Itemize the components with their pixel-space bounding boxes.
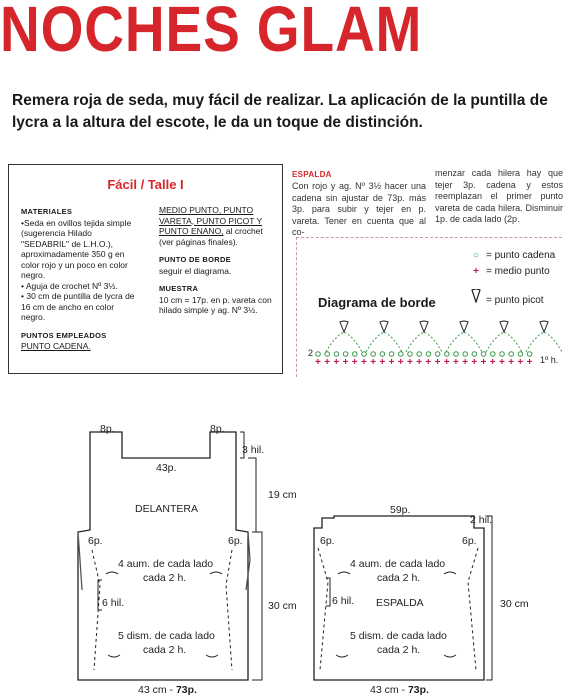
single-crochet-stitch: + [499, 357, 505, 368]
stitches-value: PUNTO CADENA. [21, 341, 91, 351]
single-crochet-stitch: + [333, 357, 340, 368]
chain-stitch [481, 352, 486, 357]
row-1-label: 1º h. [540, 355, 559, 365]
legend-picot: = punto picot [470, 289, 544, 306]
single-crochet-stitch: + [480, 357, 487, 368]
stitches-heading: PUNTOS EMPLEADOS [21, 330, 107, 340]
chain-stitch [316, 352, 321, 357]
espalda-base: 43 cm - 73p. [370, 684, 429, 696]
materials-item: •Seda en ovillos tejida simple (sugerencia Hilado "SEDABRIL" de L.H.O.), aproximadamente 350 g en color rojo y un poco en color negro. [21, 217, 132, 280]
chain-arc [406, 332, 442, 352]
materials-item: • Aguja de crochet Nº 3½. [21, 280, 118, 291]
chain-stitch [334, 352, 339, 357]
chain-arc [446, 332, 482, 352]
espalda-increase-freq: cada 2 h. [377, 572, 421, 584]
legend-single: + = medio punto [470, 266, 550, 277]
chain-stitch [371, 352, 376, 357]
single-crochet-stitch: + [370, 357, 377, 368]
row-2-label: 2 [308, 348, 314, 358]
single-crochet-stitch: + [379, 357, 386, 368]
delantera-base: 43 cm - 73p. [138, 684, 197, 696]
delantera-30cm: 30 cm [268, 600, 297, 612]
diagram-title: Diagrama de borde [318, 295, 436, 310]
chain-stitch [408, 352, 413, 357]
espalda-text-col1: Con rojo y ag. Nº 3½ hacer una cadena sin ajustar de 73p. más 3p. para subir y tejer en p. vareta. Tener en cuenta que al co- [292, 181, 426, 237]
delantera-3hil: 3 hil. [242, 444, 265, 456]
single-crochet-stitch: + [351, 357, 358, 368]
single-crochet-stitch: + [397, 357, 404, 368]
chain-stitch [362, 352, 367, 357]
picot-stitch [420, 321, 428, 332]
stitches-list: MEDIO PUNTO, PUNTO VARETA, PUNTO PICOT Y PUNTO ENANO, [159, 205, 263, 236]
espalda-heading: ESPALDA [292, 170, 332, 179]
chain-arc [366, 332, 402, 352]
delantera-shoulder-left: 8p. [100, 423, 115, 435]
single-crochet-stitch: + [443, 357, 450, 368]
chain-arc [486, 332, 522, 352]
chain-stitch [380, 352, 385, 357]
materials-item: • 30 cm de puntilla de lycra de 16 cm de ancho en color negro. [21, 291, 135, 322]
single-crochet-stitch: + [471, 357, 478, 368]
chain-arc [526, 332, 562, 352]
chain-stitch [325, 352, 330, 357]
border-stitch-value: seguir el diagrama. [159, 265, 232, 276]
pattern-schematic [0, 410, 566, 700]
single-crochet-stitch: + [315, 357, 321, 368]
single-crochet-stitch: + [462, 357, 469, 368]
espalda-top-width: 59p. [390, 504, 411, 516]
chain-stitch [343, 352, 348, 357]
espalda-decrease: 5 dism. de cada lado [350, 630, 447, 642]
delantera-neck: 43p. [156, 462, 177, 474]
page-title: NOCHES GLAM [0, 0, 423, 65]
espalda-title: ESPALDA [376, 597, 424, 609]
chain-stitch [518, 352, 523, 357]
picot-stitch [500, 321, 508, 332]
delantera-6p-right: 6p. [228, 535, 243, 547]
picot-stitch [540, 321, 548, 332]
single-crochet-stitch: + [425, 357, 432, 368]
chain-stitch [353, 352, 358, 357]
stitches-list-note: al crochet (ver páginas finales). [159, 226, 263, 247]
chain-stitch [389, 352, 394, 357]
materials-column [21, 207, 139, 352]
delantera-6hil: 6 hil. [102, 597, 125, 609]
chain-stitch [500, 352, 505, 357]
delantera-title: DELANTERA [135, 503, 199, 515]
gauge-heading: MUESTRA [159, 284, 199, 293]
single-crochet-stitch: + [517, 357, 524, 368]
legend-chain: ○ = punto cadena [470, 250, 555, 261]
single-crochet-stitch: + [342, 357, 349, 368]
single-crochet-stitch: + [526, 357, 533, 368]
chain-stitch [527, 352, 532, 357]
single-crochet-stitch: + [324, 357, 331, 368]
delantera-19cm: 19 cm [268, 489, 297, 501]
single-crochet-stitch: + [388, 357, 395, 368]
chain-stitch-icon: ○ [472, 250, 480, 261]
espalda-30cm: 30 cm [500, 598, 529, 610]
chain-stitch [463, 352, 468, 357]
espalda-2hil: 2 hil. [470, 514, 493, 526]
single-crochet-stitch: + [407, 357, 413, 368]
border-stitch-diagram [296, 318, 566, 370]
stitches-column [159, 205, 277, 316]
espalda-decrease-freq: cada 2 h. [377, 644, 421, 656]
picot-stitch [340, 321, 348, 332]
delantera-increase-freq: cada 2 h. [143, 572, 187, 584]
single-crochet-stitch: + [508, 357, 515, 368]
single-crochet-stitch: + [434, 357, 441, 368]
gauge-value: 10 cm = 17p. en p. vareta con hilado simple y ag. Nº 3½. [159, 294, 272, 315]
espalda-6p-left: 6p. [320, 535, 335, 547]
chain-stitch [417, 352, 422, 357]
chain-stitch [435, 352, 440, 357]
chain-arc [326, 332, 362, 352]
chain-stitch [399, 352, 404, 357]
delantera-decrease: 5 dism. de cada lado [118, 630, 215, 642]
single-crochet-stitch: + [416, 357, 423, 368]
delantera-6p-left: 6p. [88, 535, 103, 547]
chain-stitch [445, 352, 450, 357]
espalda-increase: 4 aum. de cada lado [350, 558, 446, 570]
espalda-6hil: 6 hil. [332, 595, 355, 607]
info-box [8, 164, 283, 374]
lead-paragraph: Remera roja de seda, muy fácil de realizar. La aplicación de la puntilla de lycra a la altura del escote, le da un toque de distinción. [12, 92, 548, 131]
picot-stitch [380, 321, 388, 332]
single-crochet-stitch: + [489, 357, 496, 368]
picot-stitch [460, 321, 468, 332]
difficulty-size-heading: Fácil / Talle I [107, 177, 184, 192]
single-crochet-icon: + [473, 266, 479, 277]
single-crochet-stitch: + [453, 357, 459, 368]
delantera-shoulder-right: 8p. [210, 423, 225, 435]
chain-stitch [454, 352, 459, 357]
espalda-6p-right: 6p. [462, 535, 477, 547]
single-crochet-stitch: + [361, 357, 367, 368]
delantera-increase: 4 aum. de cada lado [118, 558, 214, 570]
chain-stitch [491, 352, 496, 357]
border-stitch-heading: PUNTO DE BORDE [159, 255, 231, 264]
chain-stitch [426, 352, 431, 357]
materials-heading: MATERIALES [21, 207, 73, 216]
chain-stitch [472, 352, 477, 357]
chain-stitch [509, 352, 514, 357]
delantera-decrease-freq: cada 2 h. [143, 644, 187, 656]
espalda-text-col2: menzar cada hilera hay que tejer 3p. cadena y estos reemplazan el primer punto vareta de cada hilera. Disminuir 1p. de cada lado (2p. [435, 168, 563, 224]
picot-icon [470, 289, 482, 306]
